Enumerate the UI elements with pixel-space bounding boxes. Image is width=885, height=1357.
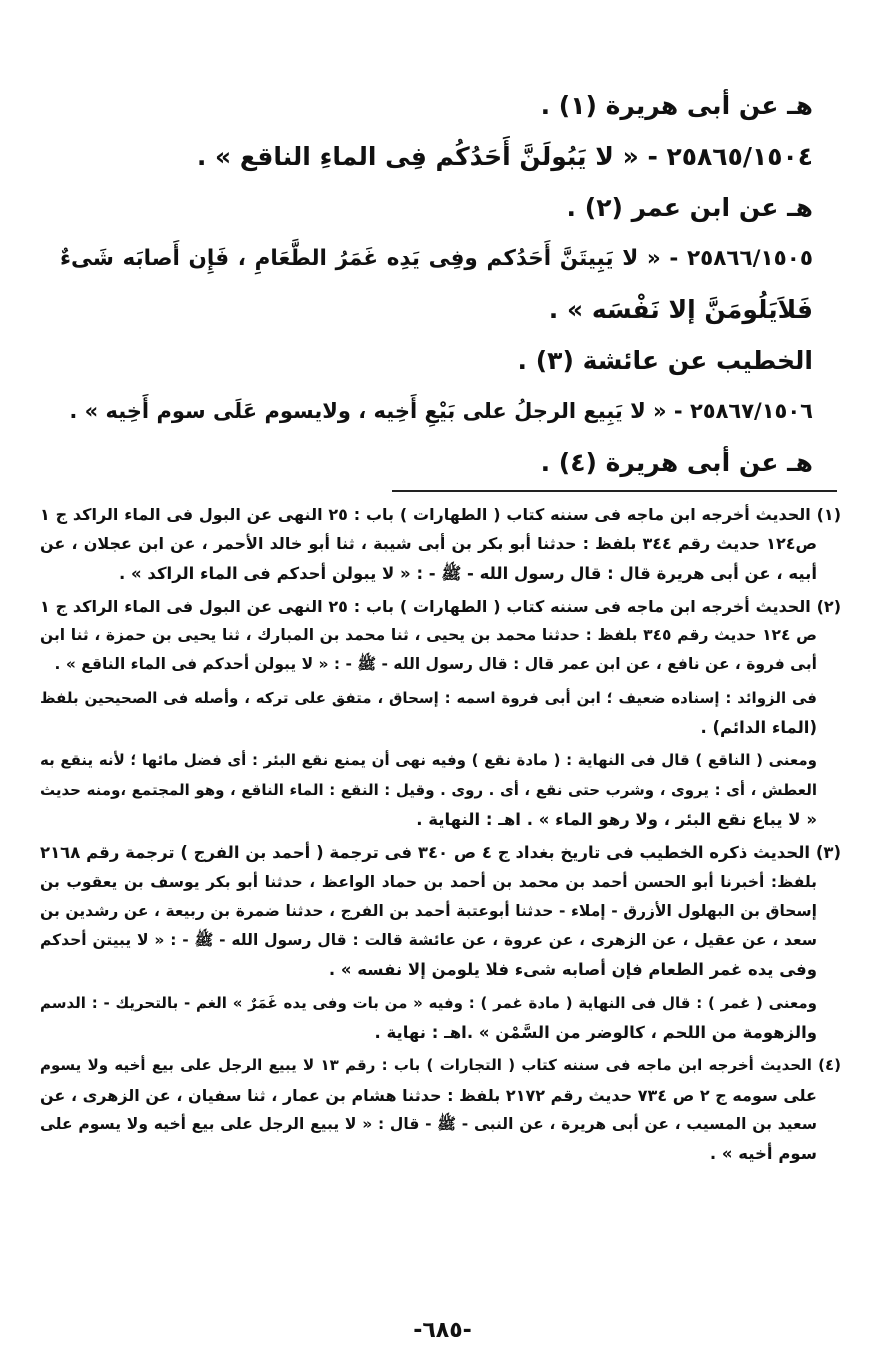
source-line: الخطيب عن عائشة (٣) . [517,346,813,375]
footnote-line: ومعنى ( غمر ) : قال فى النهاية ( مادة غمر ) : وفيه « من بات وفى يده غَمَرٌ » الغم - بالتحريك - : الدسم [40,993,817,1012]
footnote-line: والزهومة من اللحم ، كالوضر من السَّمْن » .اهـ : نهاية . [374,1023,817,1043]
source-line: هـ عن أبى هريرة (٤) . [540,448,813,477]
footnote-line: العطش ، أى : يروى ، وشرب حتى نقع ، أى . روى . وقيل : النقع : الماء الناقع ، وهو المجتمع ،ومنه حديث [40,780,817,799]
hadith-line: ٢٥٨٦٧/١٥٠٦ - « لا يَبِيع الرجلُ على بَيْعِ أَخِيه ، ولايسوم عَلَى سوم أَخِيه » . [69,399,813,423]
footnote-line: ص ١٢٤ حديث رقم ٣٤٥ بلفظ : حدثنا محمد بن يحيى ، ثنا محمد بن المبارك ، ثنا يحيى بن حمزة ، ثنا ابن [40,626,817,645]
footnote-line: إسحاق بن البهلول الأزرق - إملاء - حدثنا أبوعتبة أحمد بن الفرج ، حدثنا ضمرة بن ربيعة ، عن رشدين بن [40,901,817,920]
footnote-line: على سومه ج ٢ ص ٧٣٤ حديث رقم ٢١٧٢ بلفظ : حدثنا هشام بن عمار ، ثنا سفيان ، عن الزهرى ، عن [40,1085,817,1105]
footnote-line: (٣) الحديث ذكره الخطيب فى تاريخ بغداد ج ٤ ص ٣٤٠ فى ترجمة ( أحمد بن الفرج ) ترجمة رقم ٢١٦٨ [40,843,841,863]
footnote-line: سعيد بن المسيب ، عن أبى هريرة ، عن النبى - ﷺ - قال : « لا يبيع الرجل على بيع أخيه ولا يسوم على [40,1114,817,1133]
source-line: هـ عن أبى هريرة (١) . [540,91,813,120]
footnote-line: « لا يباع نقع البئر ، ولا رهو الماء » . اهـ : النهاية . [416,809,817,829]
footnote-line: أبى فروة ، عن نافع ، عن ابن عمر قال : قال رسول الله - ﷺ - : « لا يبولن أحدكم فى الماء الناقع » . [54,655,817,674]
hadith-line: ٢٥٨٦٥/١٥٠٤ - « لا يَبُولَنَّ أَحَدُكُم فِى الماءِ الناقع » . [196,142,813,171]
footnote-line: وفى يده غمر الطعام فإن أصابه شىء فلا يلومن إلا نفسه » . [328,960,817,980]
footnote-line: (الماء الدائم) . [700,718,817,738]
hadith-text-block [60,80,813,488]
page-number: -٦٨٥- [413,1318,472,1343]
hadith-line: فَلاَيَلُومَنَّ إلا نَفْسَه » . [548,295,813,324]
footnotes [40,500,841,1169]
footnote-line: ومعنى ( الناقع ) قال فى النهاية : ( مادة نقع ) وفيه نهى أن يمنع نقع البئر : أى فضل مائها ؛ لأنه ينقع به [40,751,817,770]
footnote-line: سعد ، عن عقيل ، عن الزهرى ، عن عروة ، عن عائشة قالت : قال رسول الله - ﷺ - : « لا يبيتن أحدكم [40,931,817,950]
footnote-line: سوم أخيه » . [709,1144,817,1164]
hadith-line: ٢٥٨٦٦/١٥٠٥ - « لا يَبِيتَنَّ أَحَدُكم وفِى يَدِه غَمَرُ الطَّعَامِ ، فَإِن أَصابَه شَىءٌ [60,246,813,271]
footnote-line: (٤) الحديث أخرجه ابن ماجه فى سننه كتاب ( التجارات ) باب : رقم ١٣ لا يبيع الرجل على بيع أخيه ولا يسوم [40,1056,841,1075]
footnote-line: فى الزوائد : إسناده ضعيف ؛ ابن أبى فروة اسمه : إسحاق ، متفق على تركه ، وأصله فى الصحيحين بلفظ [40,688,817,707]
footnote-separator [392,490,837,492]
footnote-line: أبيه ، عن أبى هريرة قال : قال رسول الله - ﷺ - : « لا يبولن أحدكم فى الماء الراكد » . [119,563,817,583]
footnote-line: بلفظ: أخبرنا أبو الحسن أحمد بن محمد بن أحمد بن حماد الواعظ ، حدثنا أبو بكر يوسف بن يعقوب بن [40,872,817,891]
source-line: هـ عن ابن عمر (٢) . [566,193,813,222]
footnote-line: (٢) الحديث أخرجه ابن ماجه فى سننه كتاب ( الطهارات ) باب : ٢٥ النهى عن البول فى الماء الراكد ج ١ [40,596,841,616]
footnote-line: ص١٢٤ حديث رقم ٣٤٤ بلفظ : حدثنا أبو بكر بن أبى شيبة ، ثنا أبو خالد الأحمر ، عن ابن عجلان ، عن [40,534,817,554]
footnote-line: (١) الحديث أخرجه ابن ماجه فى سننه كتاب ( الطهارات ) باب : ٢٥ النهى عن البول فى الماء الراكد ج ١ [40,505,841,524]
